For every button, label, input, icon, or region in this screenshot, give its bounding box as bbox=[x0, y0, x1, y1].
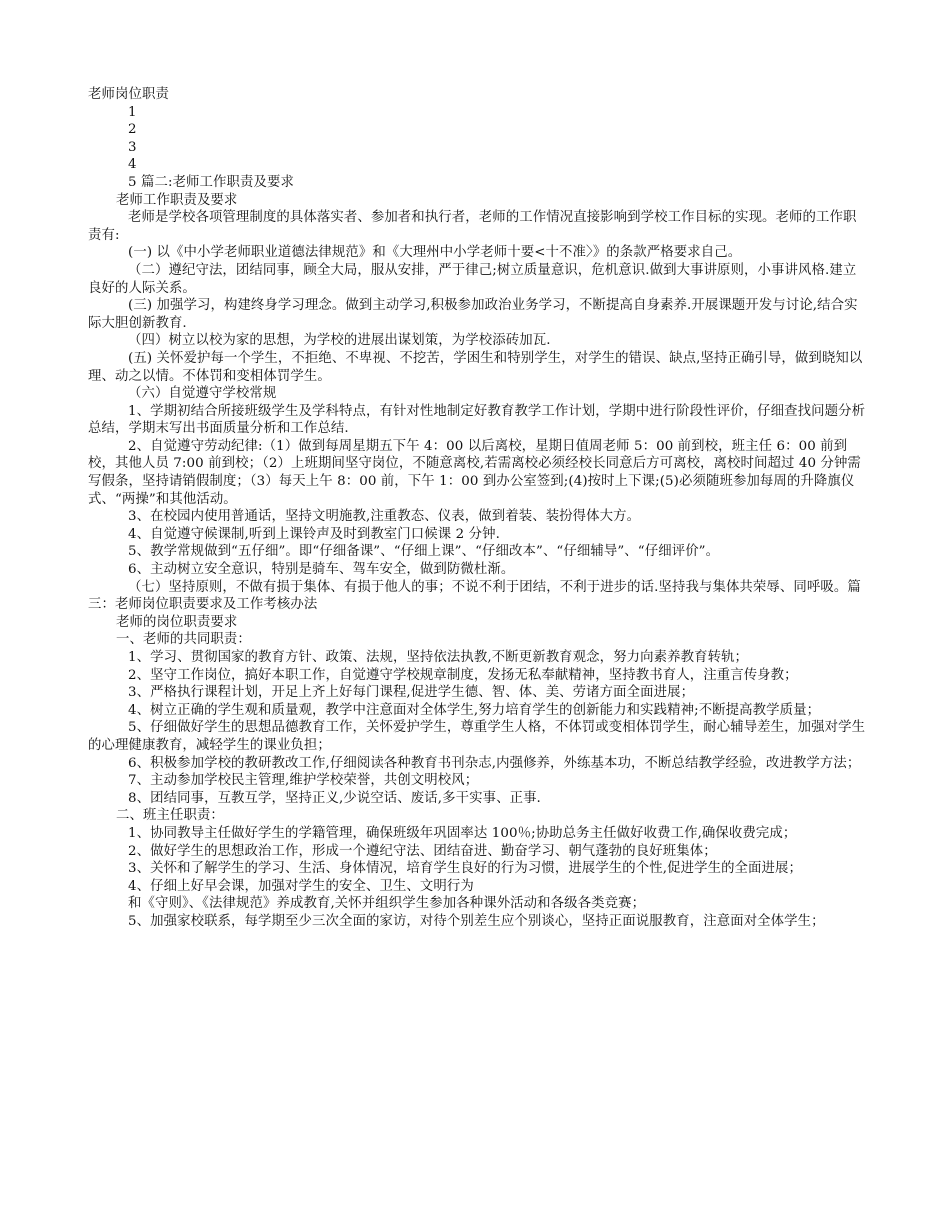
paragraph: 4、自觉遵守候课制,听到上课铃声及时到教室门口候课 2 分钟. bbox=[128, 526, 500, 542]
paragraph: (三) 加强学习，构建终身学习理念。做到主动学习,积极参加政治业务学习，不断提高自身素养.开展课题开发与讨论,结合实际大胆创新教育. bbox=[88, 298, 858, 331]
document-body bbox=[88, 86, 868, 931]
paragraph: 二、班主任职责： bbox=[116, 808, 224, 824]
paragraph: 和《守则》、《法律规范》养成教育,关怀并组织学生参加各种课外活动和各级各类竞赛； bbox=[128, 896, 646, 912]
paragraph: 3、严格执行课程计划，开足上齐上好每门课程,促进学生德、智、体、美、劳诸方面全面进展； bbox=[128, 685, 695, 701]
paragraph: 4、树立正确的学生观和质量观，教学中注意面对全体学生,努力培育学生的创新能力和实践精神;不断提高教学质量； bbox=[128, 702, 821, 718]
paragraph: 4、仔细上好早会课，加强对学生的安全、卫生、文明行为 bbox=[128, 878, 474, 894]
paragraph: 一、老师的共同职责： bbox=[116, 632, 251, 648]
paragraph: 8、团结同事，互教互学，坚持正义,少说空话、废话,多干实事、正事. bbox=[128, 790, 541, 806]
paragraph: (一) 以《中小学老师职业道德法律规范》和《大理州中小学老师十要<十不准〉》的条款严格要求自己。 bbox=[128, 245, 742, 261]
paragraph: 6、积极参加学校的教研教改工作,仔细阅读各种教育书刊杂志,内强修养，外练基本功，不断总结教学经验，改进教学方法； bbox=[128, 755, 861, 771]
paragraph: （六）自觉遵守学校常规 bbox=[128, 386, 277, 402]
paragraph: 5、加强家校联系，每学期至少三次全面的家访，对待个别差生应个别谈心，坚持正面说服教育，注意面对全体学生； bbox=[128, 913, 825, 929]
toc-item: 4 bbox=[128, 157, 137, 173]
paragraph: （四）树立以校为家的思想，为学校的进展出谋划策，为学校添砖加瓦. bbox=[128, 333, 551, 349]
paragraph: 2、自觉遵守劳动纪律:（1）做到每周星期五下午 4：00 以后离校，星期日值周老师 5：00 前到校，班主任 6：00 前到校，其他人员 7:00 前到校；（2）上班期间坚守岗位，不随意离校,若需离校必须经校长同意后方可离校，离校时间超过 40 分钟需写假条，坚持请销假制度；（3）每天上午 8：00 前，下午 1：00 到办公室签到;(4)按时上下课;(5)必须随班参加每周的升降旗仪式、“两操”和其他活动。 bbox=[88, 438, 861, 507]
paragraph: 老师的岗位职责要求 bbox=[116, 614, 238, 630]
paragraph: 5、仔细做好学生的思想品德教育工作，关怀爱护学生，尊重学生人格，不体罚或变相体罚学生，耐心辅导差生，加强对学生的心理健康教育，减轻学生的课业负担； bbox=[88, 720, 866, 753]
paragraph: 3、在校园内使用普通话，坚持文明施教,注重教态、仪表，做到着装、装扮得体大方。 bbox=[128, 509, 641, 525]
paragraph: （七）坚持原则，不做有损于集体、有损于他人的事；不说不利于团结，不利于进步的话.坚持我与集体共荣辱、同呼吸。篇三：老师岗位职责要求及工作考核办法 bbox=[88, 579, 861, 613]
paragraph: （二）遵纪守法，团结同事，顾全大局，服从安排，严于律己;树立质量意识，危机意识.做到大事讲原则，小事讲风格.建立良好的人际关系。 bbox=[88, 262, 857, 296]
paragraph: 7、主动参加学校民主管理,维护学校荣誉，共创文明校风； bbox=[128, 773, 479, 789]
paragraph: 6、主动树立安全意识，特别是骑车、驾车安全，做到防微杜渐。 bbox=[128, 562, 515, 578]
toc-item: 2 bbox=[128, 122, 137, 138]
paragraph: 2、坚守工作岗位，搞好本职工作，自觉遵守学校规章制度，发扬无私奉献精神，坚持教书育人，注重言传身教； bbox=[128, 667, 798, 683]
toc-item: 5 篇二:老师工作职责及要求 bbox=[128, 174, 294, 190]
paragraph: 1、学习、贯彻国家的教育方针、政策、法规，坚持依法执教,不断更新教育观念，努力向素养教育转轨； bbox=[128, 650, 749, 665]
paragraph: 5、教学常规做到“五仔细”。即“仔细备课”、“仔细上课”、“仔细改本”、“仔细辅导”、“仔细评价”。 bbox=[128, 544, 720, 560]
document-title: 老师岗位职责 bbox=[88, 87, 169, 102]
paragraph: 2、做好学生的思想政治工作，形成一个遵纪守法、团结奋进、勤奋学习、朝气蓬勃的良好班集体； bbox=[128, 843, 717, 859]
paragraph: 老师工作职责及要求 bbox=[116, 192, 238, 208]
paragraph: 3、关怀和了解学生的学习、生活、身体情况，培育学生良好的行为习惯，进展学生的个性,促进学生的全面进展； bbox=[128, 861, 803, 877]
toc-item: 1 bbox=[128, 104, 137, 120]
paragraph: 老师是学校各项管理制度的具体落实者、参加者和执行者，老师的工作情况直接影响到学校工作目标的实现。老师的工作职责有: bbox=[88, 210, 857, 243]
paragraph: (五) 关怀爱护每一个学生，不拒绝、不卑视、不挖苦，学困生和特别学生，对学生的错误、缺点,坚持正确引导，做到晓知以理、动之以情。不体罚和变相体罚学生。 bbox=[88, 350, 863, 384]
toc-item: 3 bbox=[128, 139, 137, 155]
paragraph: 1、学期初结合所接班级学生及学科特点，有针对性地制定好教育教学工作计划，学期中进行阶段性评价，仔细查找问题分析总结，学期末写出书面质量分析和工作总结. bbox=[88, 403, 866, 437]
paragraph: 1、协同教导主任做好学生的学籍管理，确保班级年巩固率达 100％;协助总务主任做好收费工作,确保收费完成； bbox=[128, 825, 797, 841]
paragraph-list bbox=[88, 192, 868, 931]
